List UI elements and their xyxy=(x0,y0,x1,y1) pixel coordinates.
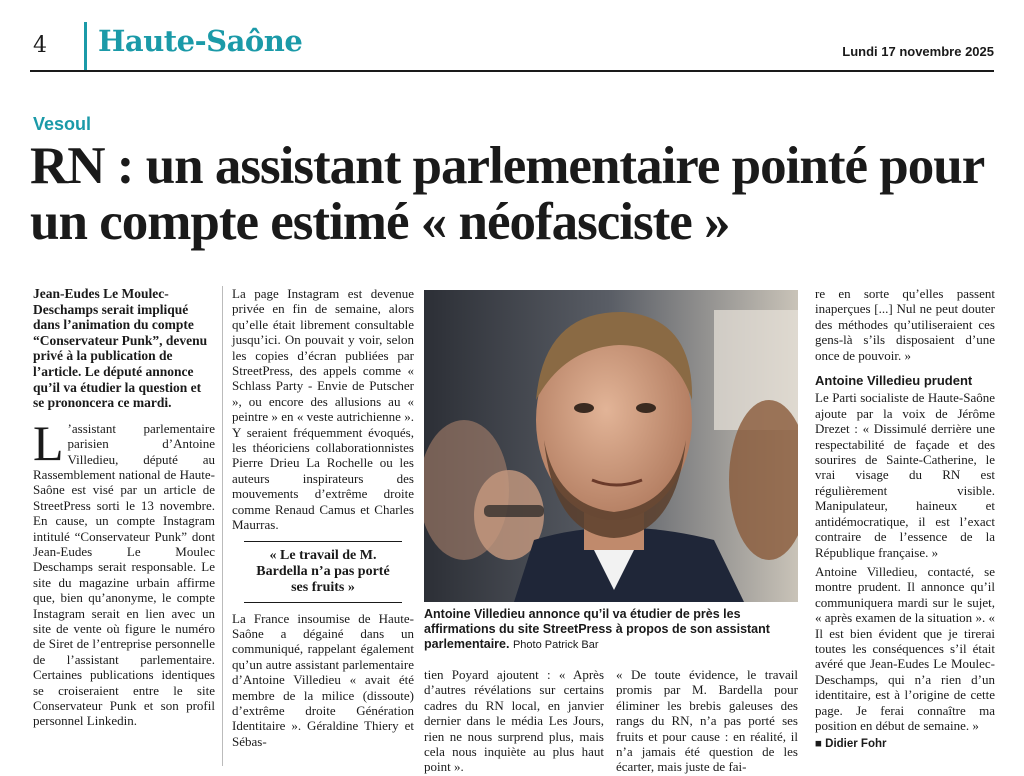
column-5-paragraph-1: re en sorte qu’elles passent inaperçues [...] Nul ne peut douter des méthodes qu’utiliseraient ces gens-là s’ils disposaient d’une once de pouvoir. » xyxy=(815,286,995,363)
column-2 xyxy=(232,286,414,753)
column-5-paragraph-3: Antoine Villedieu, contacté, se montre prudent. Il annonce qu’il communiquera mardi sur le sujet, « après examen de la situation ». « Il est bien évident que je tirerai toutes les conséquences s’il était avéré que Jean-Eudes Le Moulec-Deschamps, qui n’a rien d’un identitaire, est à l’origine de cette page. Je ferai connaître ma position en début de semaine. » xyxy=(815,563,995,733)
caption-text: Antoine Villedieu annonce qu’il va étudier de près les affirmations du site StreetPress à propos de son assistant parlementaire. xyxy=(424,607,770,651)
column-3: tien Poyard ajoutent : « Après d’autres révélations sur certains cadres du RN local, en janvier dernier dans le média Les Jours, rien ne nous surprend plus, mais cela nous inquiète au plus haut point ». xyxy=(424,667,604,775)
photo-credit: Photo Patrick Bar xyxy=(512,639,599,651)
article-photo xyxy=(424,290,798,602)
header-divider xyxy=(84,22,87,72)
photo-caption xyxy=(424,607,798,653)
column-5 xyxy=(815,286,995,753)
drop-cap: L xyxy=(33,414,64,471)
column-1-text: ’assistant parlementaire parisien d’Antoine Villedieu, député au Rassemblement national de Haute-Saône est visé par un article de StreetPress sorti le 13 novembre. En cause, un compte Instagram intitulé “Conservateur Punk” dont Jean-Eudes Le Moulec Deschamps serait responsable. Le site du magazine urbain affirme que, bien qu’anonyme, le compte Instagram serait en lien avec un site de vente où figure le numéro de Siret de l’entreprise personnelle de l’assistant parlementaire. Certaines publications identiques se croiseraient entre le site Conservateur Punk et son profil personnel Linkedin. xyxy=(33,420,215,729)
issue-date: Lundi 17 novembre 2025 xyxy=(842,44,994,59)
column-4: « De toute évidence, le travail promis par M. Bardella pour éliminer les brebis galeuses des rangs du RN, n’a pas porté ses fruits et pour cause : en réalité, il n’a jamais été question de les écarter, mais juste de fai- xyxy=(616,667,798,775)
column-5-paragraph-2: Le Parti socialiste de Haute-Saône ajoute par la voix de Jérôme Drezet : « Dissimulé derrière une respectabilité de façade et des sourires de Sainte-Catherine, le vrai visage du RN est régulièrement visible. Manipulateur, haineux et antidémocratique, il est l’exact contraire de l’essence de la République française. » xyxy=(815,390,995,560)
article-chapo: Jean-Eudes Le Moulec-Deschamps serait impliqué dans l’animation du compte “Conservateur Punk”, devenu privé à la publication de l’article. Le député annonce qu’il va étudier la question et se prononcera ce mardi. xyxy=(33,286,208,411)
column-2-paragraph-2: La France insoumise de Haute-Saône a dégainé dans un communiqué, rappelant également qu’un autre assistant parlementaire d’Antoine Villedieu « avait été membre de la milice (dissoute) d’extrême droite Génération Identitaire ». Géraldine Thiery et Sébas- xyxy=(232,610,414,749)
intertitle: Antoine Villedieu prudent xyxy=(815,373,973,389)
article-headline: RN : un assistant parlementaire pointé pour un compte estimé « néofasciste » xyxy=(30,137,984,251)
header-rule xyxy=(30,70,994,72)
page-number: 4 xyxy=(33,33,47,58)
pull-quote: « Le travail de M. Bardella n’a pas porté ses fruits » xyxy=(244,541,402,603)
column-1-body xyxy=(33,414,215,729)
column-2-paragraph-1: La page Instagram est devenue privée en fin de semaine, alors qu’elle était librement consultable jusqu’ici. On pouvait y voir, selon les copies d’écran publiées par StreetPress, des appels comme « Schlass Party - Envie de Putscher », ou encore des allusions au « peintre » en « veste autrichienne ». Y seraient fréquemment évoqués, les théoriciens collaborationnistes Pierre Drieu La Rochelle ou les auteurs inspirateurs des mouvements d’extrême droite comme Renaud Camus et Charles Maurras. xyxy=(232,286,414,533)
author-signature: ■ Didier Fohr xyxy=(815,738,887,751)
column-1 xyxy=(33,286,215,733)
section-title: Haute-Saône xyxy=(98,24,303,58)
column-divider xyxy=(222,286,223,766)
article-kicker: Vesoul xyxy=(33,114,92,134)
page-header xyxy=(0,0,1024,74)
portrait-illustration xyxy=(424,290,798,602)
